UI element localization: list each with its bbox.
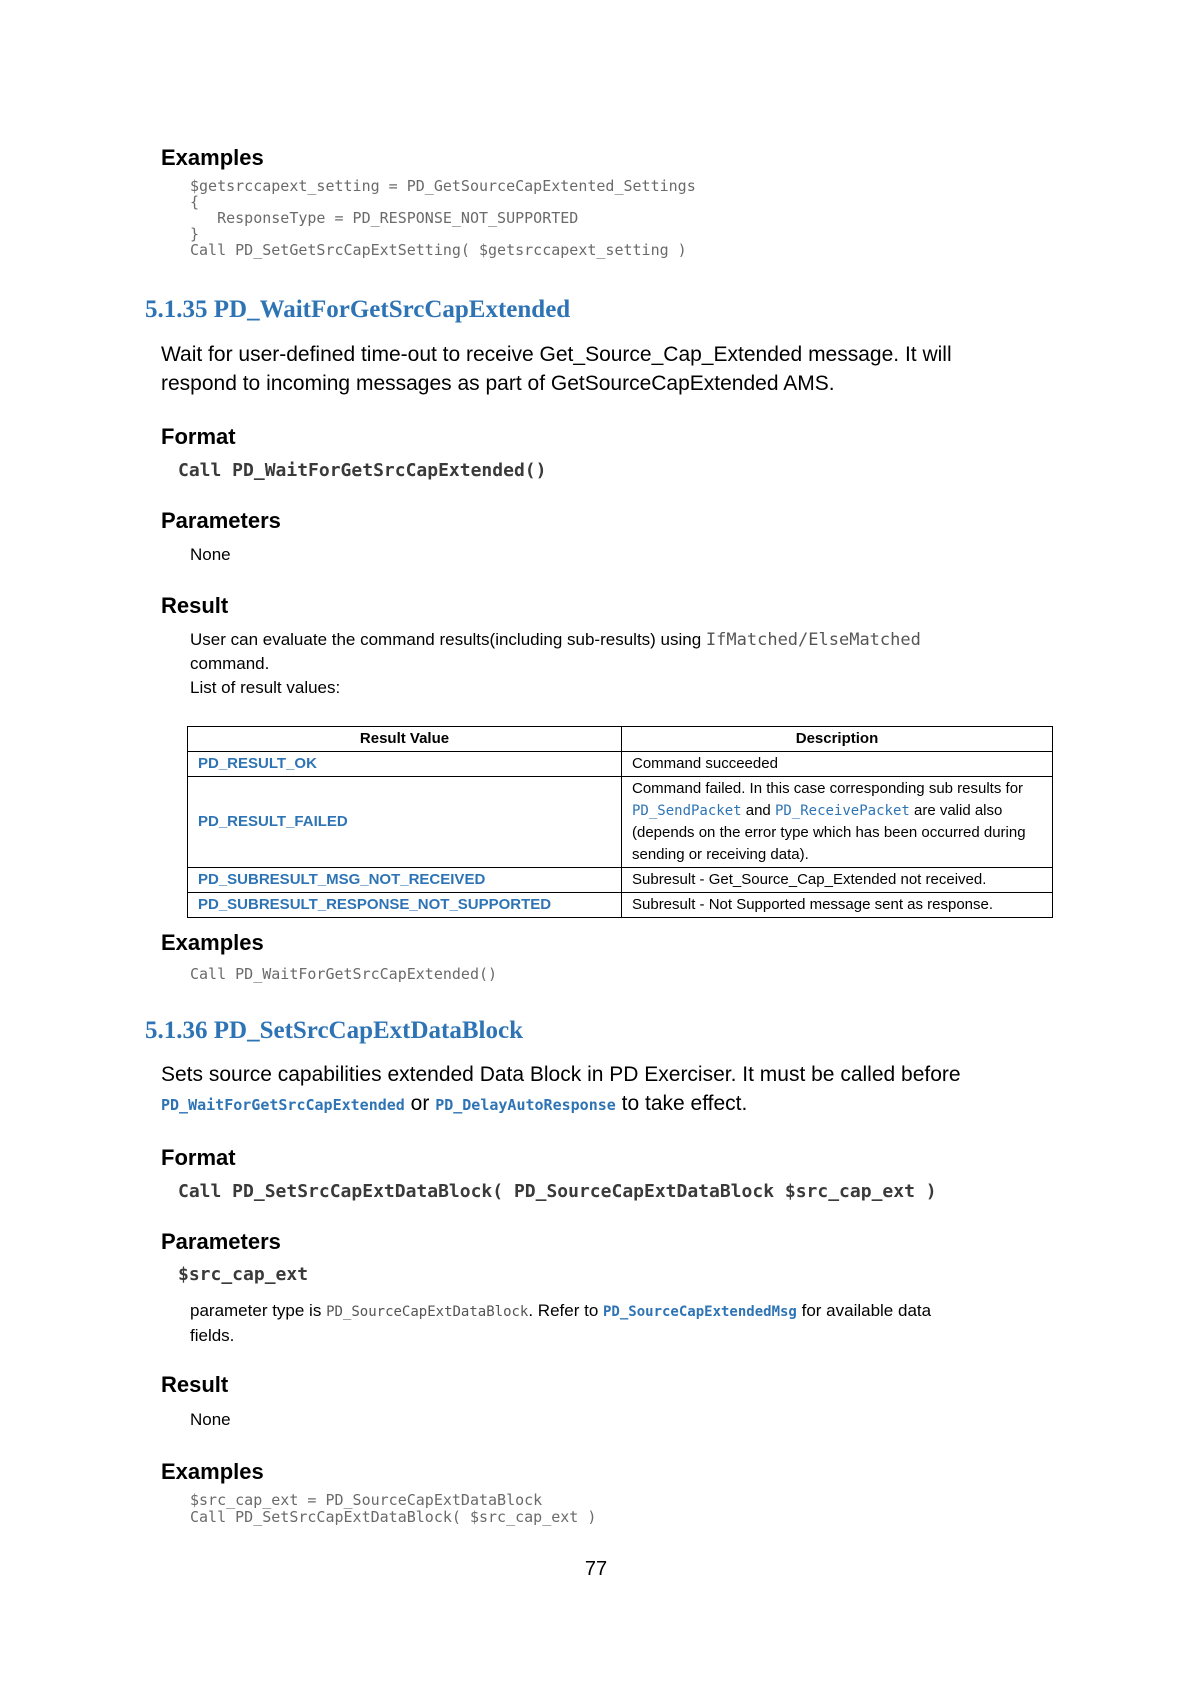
sendpacket-link[interactable]: PD_SendPacket xyxy=(632,803,742,819)
section-2-description: Sets source capabilities extended Data Block in PD Exerciser. It must be called before PD_WaitForGetSrcCapExtended or PD_DelayAutoResponse to take effect. xyxy=(161,1063,961,1115)
result-value-link[interactable]: PD_SUBRESULT_RESPONSE_NOT_SUPPORTED xyxy=(188,893,622,918)
parameters-heading-1: Parameters xyxy=(161,508,281,533)
result-heading-1: Result xyxy=(161,593,229,618)
parameters-text-1: None xyxy=(190,545,231,564)
format-code-2: Call PD_SetSrcCapExtDataBlock( PD_SourceCapExtDataBlock $src_cap_ext ) xyxy=(178,1181,937,1202)
table-row xyxy=(188,777,1053,868)
table-header-result-value: Result Value xyxy=(188,727,622,752)
result-text-1: User can evaluate the command results(including sub-results) using IfMatched/ElseMatched command. List of result values: xyxy=(190,630,921,697)
table-row xyxy=(188,893,1053,918)
format-heading-1: Format xyxy=(161,424,236,449)
section-1-description: Wait for user-defined time-out to receive Get_Source_Cap_Extended message. It will respond to incoming messages as part of GetSourceCapExtended AMS. xyxy=(161,343,952,395)
result-description: Subresult - Not Supported message sent as response. xyxy=(622,893,1053,918)
table-row xyxy=(188,868,1053,893)
receivepacket-link[interactable]: PD_ReceivePacket xyxy=(774,803,910,819)
examples-heading-1: Examples xyxy=(161,930,264,955)
page-number: 77 xyxy=(584,1558,608,1580)
table-header-row xyxy=(188,727,1053,752)
examples-code-1: Call PD_WaitForGetSrcCapExtended() xyxy=(190,965,498,983)
waitforgetsrccapextended-link[interactable]: PD_WaitForGetSrcCapExtended xyxy=(161,1096,405,1114)
param-type-code: PD_SourceCapExtDataBlock xyxy=(326,1304,529,1320)
table-row xyxy=(188,752,1053,777)
sourcecapextendedmsg-link[interactable]: PD_SourceCapExtendedMsg xyxy=(603,1304,797,1320)
result-description: Command succeeded xyxy=(622,752,1053,777)
result-value-link[interactable]: PD_RESULT_FAILED xyxy=(188,777,622,868)
result-description: Command failed. In this case corresponding sub results for PD_SendPacket and PD_ReceivePacket are valid also (depends on the error type which has been occurred during sending or receiving data). xyxy=(622,777,1053,868)
param-name-src-cap-ext: $src_cap_ext xyxy=(178,1264,309,1285)
result-value-link[interactable]: PD_RESULT_OK xyxy=(188,752,622,777)
format-heading-2: Format xyxy=(161,1145,236,1170)
delayautoresponse-link[interactable]: PD_DelayAutoResponse xyxy=(435,1096,616,1114)
section-title-5-1-35: 5.1.35 PD_WaitForGetSrcCapExtended xyxy=(145,296,571,323)
ifmatched-code: IfMatched/ElseMatched xyxy=(705,630,921,650)
result-description: Subresult - Get_Source_Cap_Extended not received. xyxy=(622,868,1053,893)
result-text-2: None xyxy=(190,1410,231,1429)
result-value-link[interactable]: PD_SUBRESULT_MSG_NOT_RECEIVED xyxy=(188,868,622,893)
result-heading-2: Result xyxy=(161,1372,229,1397)
param-description: parameter type is PD_SourceCapExtDataBlock. Refer to PD_SourceCapExtendedMsg for available data fields. xyxy=(190,1301,932,1345)
table-header-description: Description xyxy=(622,727,1053,752)
section-title-5-1-36: 5.1.36 PD_SetSrcCapExtDataBlock xyxy=(145,1017,524,1044)
format-code-1: Call PD_WaitForGetSrcCapExtended() xyxy=(178,460,547,481)
result-values-table xyxy=(187,726,1053,918)
examples-heading-2: Examples xyxy=(161,1459,264,1484)
examples-code-2: $src_cap_ext = PD_SourceCapExtDataBlock Call PD_SetSrcCapExtDataBlock( $src_cap_ext ) xyxy=(190,1491,597,1526)
parameters-heading-2: Parameters xyxy=(161,1229,281,1254)
examples-code-top: $getsrccapext_setting = PD_GetSourceCapExtented_Settings { ResponseType = PD_RESPONSE_NOT_SUPPORTED } Call PD_SetGetSrcCapExtSetting( $getsrccapext_setting ) xyxy=(190,177,696,259)
examples-heading-top: Examples xyxy=(161,145,264,170)
